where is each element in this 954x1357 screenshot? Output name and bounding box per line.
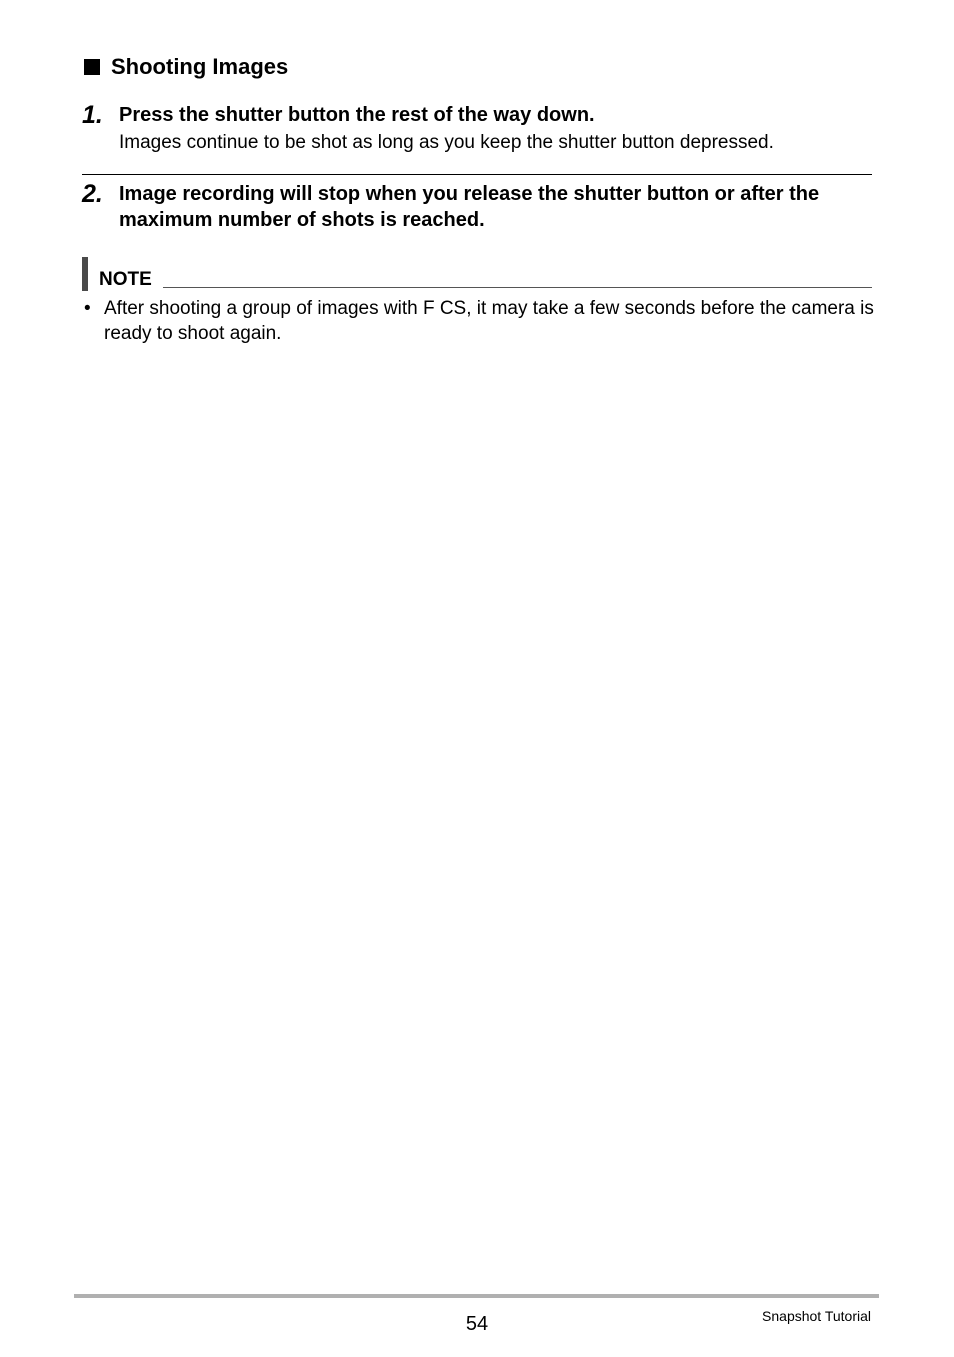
section-title: Shooting Images [111, 54, 289, 79]
note-marker-bar [82, 257, 88, 291]
step-title: Press the shutter button the rest of the way down. [119, 104, 595, 126]
note-label: NOTE [99, 269, 152, 290]
step-number: 2. [82, 180, 103, 208]
page-number: 54 [465, 1313, 489, 1335]
step-divider [82, 174, 872, 175]
bullet-icon: • [84, 298, 91, 319]
step-body [119, 181, 879, 233]
footer-rule [74, 1294, 879, 1298]
note-item-text: After shooting a group of images with F CS, it may take a few seconds before the camera is ready to shoot again. [104, 298, 874, 344]
step-title: Image recording will stop when you release the shutter button or after the maximum number of shots is reached. [119, 183, 820, 231]
step-number: 1. [82, 101, 103, 129]
square-bullet-icon [84, 59, 100, 75]
note-rule [163, 287, 872, 288]
section-heading [84, 54, 288, 80]
step-description: Images continue to be shot as long as you keep the shutter button depressed. [119, 132, 774, 153]
step-body [119, 102, 879, 156]
footer-section-name: Snapshot Tutorial [762, 1308, 871, 1324]
